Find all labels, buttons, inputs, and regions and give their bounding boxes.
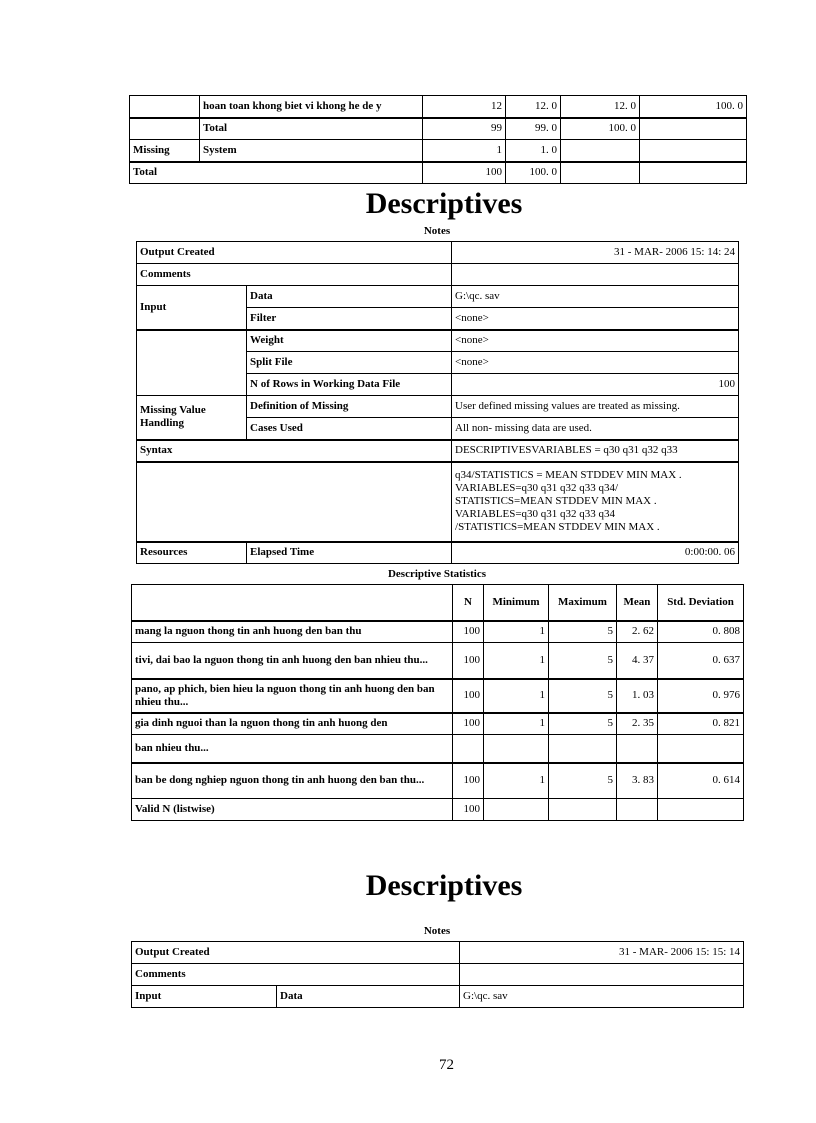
table-row: Total 100 100. 0: [130, 162, 747, 184]
notes-table: [136, 241, 739, 564]
table-row: Cases Used All non- missing data are used.: [137, 418, 739, 440]
table-row: ban nhieu thu...: [132, 735, 744, 763]
notes-table-2: [131, 941, 744, 1008]
table-row: Output Created 31 - MAR- 2006 15: 15: 14: [132, 942, 744, 964]
table-row: gia dinh nguoi than la nguon thong tin anh huong den 100 1 5 2. 35 0. 821: [132, 713, 744, 735]
table-row: pano, ap phich, bien hieu la nguon thong tin anh huong den ban nhieu thu... 100 1 5 1. 03 0. 976: [132, 679, 744, 713]
table-row: tivi, dai bao la nguon thong tin anh huong den ban nhieu thu... 100 1 5 4. 37 0. 637: [132, 643, 744, 679]
notes-title-2: Notes: [423, 925, 451, 937]
page-number: 72: [439, 1057, 454, 1073]
table-row: Comments: [132, 964, 744, 986]
table-row: Missing Value Handling Definition of Missing User defined missing values are treated as missing.: [137, 396, 739, 418]
descriptive-statistics-table: [131, 584, 744, 821]
table-row: Resources Elapsed Time 0:00:00. 06: [137, 542, 739, 564]
table-row: N Minimum Maximum Mean Std. Deviation: [132, 585, 744, 621]
table-row: Comments: [137, 264, 739, 286]
table-row: Weight <none>: [137, 330, 739, 352]
table-row: Input Data G:\qc. sav: [137, 286, 739, 308]
table-row: Split File <none>: [137, 352, 739, 374]
table-row: ban be dong nghiep nguon thong tin anh huong den ban thu... 100 1 5 3. 83 0. 614: [132, 763, 744, 799]
frequency-table: [129, 95, 747, 184]
table-row: Filter <none>: [137, 308, 739, 330]
notes-title: Notes: [423, 225, 451, 237]
table-row: Missing System 1 1. 0: [130, 140, 747, 162]
section-title-2: Descriptives: [365, 869, 523, 902]
table-row: Total 99 99. 0 100. 0: [130, 118, 747, 140]
table-row: Syntax DESCRIPTIVESVARIABLES = q30 q31 q32 q33: [137, 440, 739, 462]
desc-stats-title: Descriptive Statistics: [387, 568, 487, 580]
table-row: mang la nguon thong tin anh huong den ban thu 100 1 5 2. 62 0. 808: [132, 621, 744, 643]
table-row: Input Data G:\qc. sav: [132, 986, 744, 1008]
table-row: Valid N (listwise) 100: [132, 799, 744, 821]
table-row: q34/STATISTICS = MEAN STDDEV MIN MAX . VARIABLES=q30 q31 q32 q33 q34/ STATISTICS=MEAN STDDEV MIN MAX . VARIABLES=q30 q31 q32 q33 q34 /STATISTICS=MEAN STDDEV MIN MAX .: [137, 462, 739, 542]
table-row: hoan toan khong biet vi khong he de y 12 12. 0 12. 0 100. 0: [130, 96, 747, 118]
table-row: Output Created 31 - MAR- 2006 15: 14: 24: [137, 242, 739, 264]
section-title: Descriptives: [365, 187, 523, 220]
table-row: N of Rows in Working Data File 100: [137, 374, 739, 396]
